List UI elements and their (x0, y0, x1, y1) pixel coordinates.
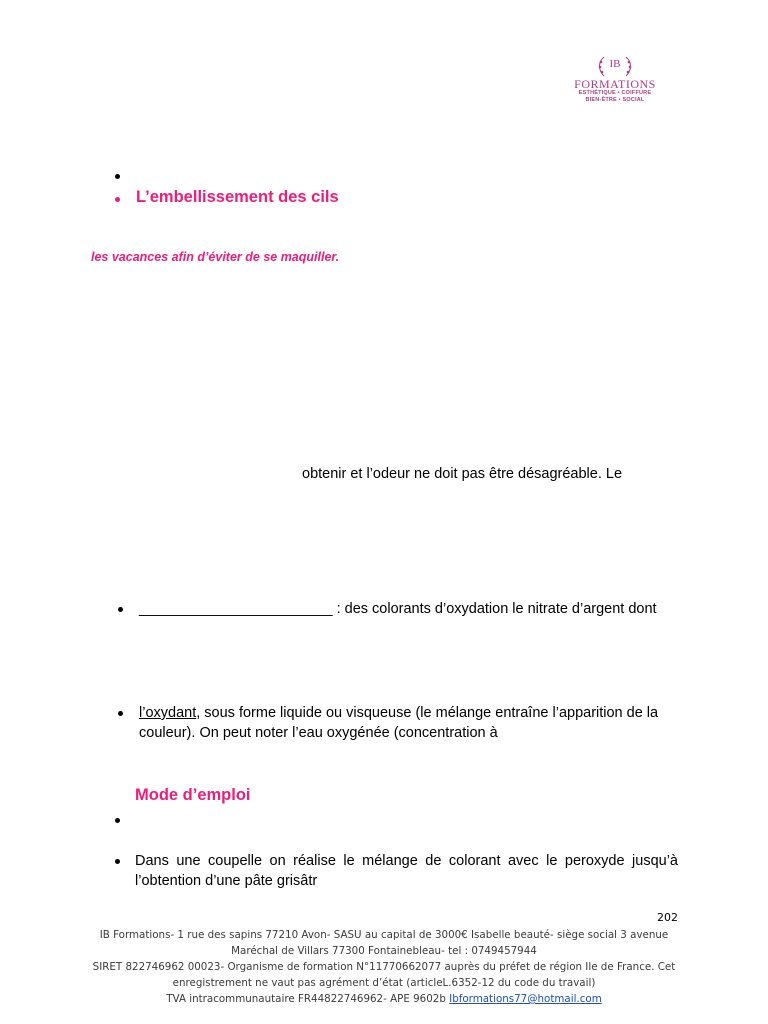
company-logo (572, 56, 658, 112)
footer-line-4: enregistrement ne vaut pas agrément d’état (articleL.6352-12 du code du travail) (172, 977, 596, 989)
footer-line-1: IB Formations- 1 rue des sapins 77210 Avon- SASU au capital de 3000€ Isabelle beauté- siège social 3 avenue (99, 929, 669, 941)
oxydant-paragraph (139, 703, 684, 743)
footer-line-3: SIRET 822746962 00023- Organisme de formation N°11770662077 auprès du préfet de région Ile de France. Cet (92, 961, 676, 973)
email-link[interactable]: Ibformations77@hotmail.com (449, 993, 602, 1005)
page-number: 202 (657, 911, 678, 924)
oxydant-text-2: couleur). On peut noter l’eau oxygénée (concentration à (139, 725, 498, 741)
step-bullet (115, 859, 120, 864)
oxydant-text-1: , sous forme liquide ou visqueuse (le mélange entraîne l’apparition de la (196, 705, 659, 721)
heading-bullet (115, 197, 120, 202)
empty-bullet (115, 174, 120, 179)
italic-note: les vacances afin d’éviter de se maquiller. (91, 250, 340, 264)
colorants-line (139, 599, 657, 619)
mode-step-line-2: l’obtention d’une pâte grisâtr (135, 873, 318, 889)
logo-ib: IB (609, 58, 621, 70)
mode-step-line-1: Dans une coupelle on réalise le mélange de colorant avec le peroxyde jusqu’à (135, 853, 678, 869)
footer-line-2: Maréchal de Villars 77300 Fontainebleau- tel : 0749457944 (231, 945, 537, 957)
mode-step (135, 851, 678, 891)
eyelash-heading: L’embellissement des cils (136, 188, 339, 206)
fill-in-blank: ________________________ (139, 601, 333, 617)
colorants-bullet (118, 607, 123, 612)
logo-tagline-2: BIEN-ÊTRE • SOCIAL (585, 97, 645, 103)
mode-heading: Mode d’emploi (135, 786, 251, 804)
oxydant-term: l’oxydant (139, 705, 197, 721)
footer-line-5 (90, 991, 678, 1007)
colorants-text: : des colorants d’oxydation le nitrate d’argent dont (336, 601, 657, 617)
empty-bullet-2 (115, 818, 120, 823)
laurel-wreath-icon (596, 56, 634, 78)
footer-tva: TVA intracommunautaire FR44822746962- APE 9602b (166, 993, 446, 1005)
footer (90, 927, 678, 1007)
odor-text: obtenir et l’odeur ne doit pas être désagréable. Le (302, 466, 623, 482)
logo-tagline-1: ESTHÉTIQUE • COIFFURE (578, 90, 652, 96)
oxydant-bullet (118, 711, 123, 716)
logo-formations: FORMATIONS (574, 77, 656, 91)
